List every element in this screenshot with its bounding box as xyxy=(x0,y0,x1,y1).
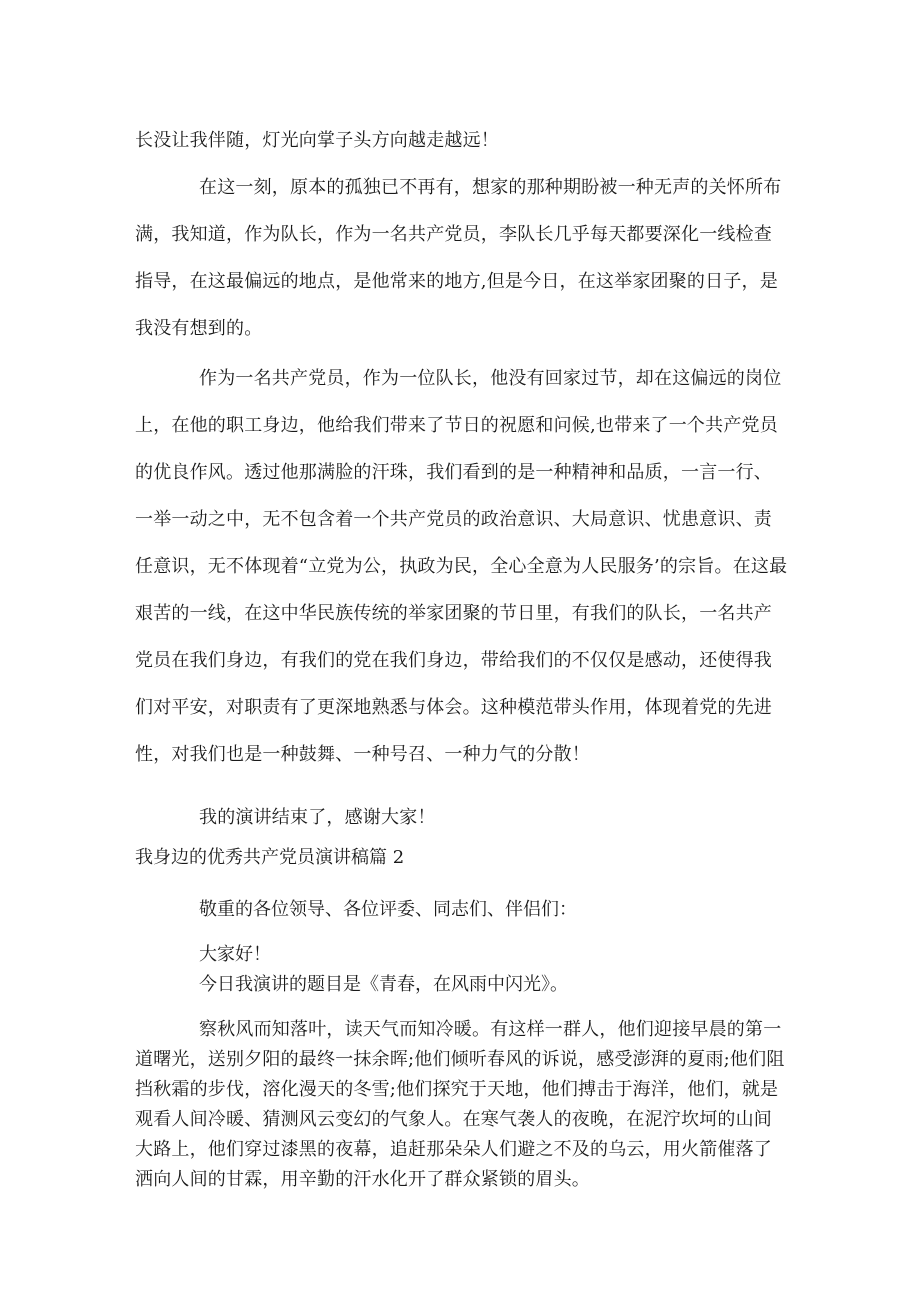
paragraph-topic: 今日我演讲的题目是《青春，在风雨中闪光》。 xyxy=(199,974,568,995)
paragraph-greeting: 大家好！ xyxy=(199,944,271,965)
paragraph-party-member: 作为一名共产党员，作为一位队长，他没有回家过节，却在这偏远的岗位上，在他的职工身边，他给我们带来了节日的祝愿和问候,也带来了一个共产党员的优良作风。透过他那满脸的汗珠，我们看到的是一种精神和品质，一言一行、一举一动之中，无不包含着一个共产党员的政治意识、大局意识、忧患意识、责任意识，无不体现着“立党为公，执政为民，全心全意为人民服务’的宗旨。在这最艰苦的一线，在这中华民族传统的举家团聚的节日里，有我们的队长，一名共产党员在我们身边，有我们的党在我们身边，带给我们的不仅仅是感动，还使得我们对平安，对职责有了更深地熟悉与体会。这种模范带头作用，体现着党的先进性，对我们也是一种鼓舞、一种号召、一种力气的分散！ xyxy=(135,368,788,765)
section-heading: 我身边的优秀共产党员演讲稿篇 2 xyxy=(135,847,405,868)
paragraph-closing: 我的演讲结束了，感谢大家！ xyxy=(199,807,436,828)
paragraph-continuation: 长没让我伴随，灯光向掌子头方向越走越远！ xyxy=(135,130,499,151)
paragraph-solitude: 在这一刻，原本的孤独已不再有，想家的那种期盼被一种无声的关怀所布满，我知道，作为队长，作为一名共产党员，李队长几乎每天都要深化一线检查指导，在这最偏远的地点，是他常来的地方,但是今日，在这举家团聚的日子，是我没有想到的。 xyxy=(135,177,782,339)
paragraph-meteorologists: 察秋风而知落叶，读天气而知冷暖。有这样一群人，他们迎接早晨的第一道曙光，送别夕阳的最终一抹余晖;他们倾听春风的诉说，感受澎湃的夏雨;他们阻挡秋霜的步伐，溶化漫天的冬雪;他们探究于天地，他们搏击于海洋，他们，就是观看人间冷暖、猜测风云变幻的气象人。在寒气袭人的夜晚，在泥泞坎坷的山间大路上，他们穿过漆黑的夜幕，追赶那朵朵人们避之不及的乌云，用火箭催落了洒向人间的甘霖，用辛勤的汗水化开了群众紧锁的眉头。 xyxy=(135,1019,785,1190)
paragraph-salutation: 敬重的各位领导、各位评委、同志们、伴侣们： xyxy=(199,899,577,920)
